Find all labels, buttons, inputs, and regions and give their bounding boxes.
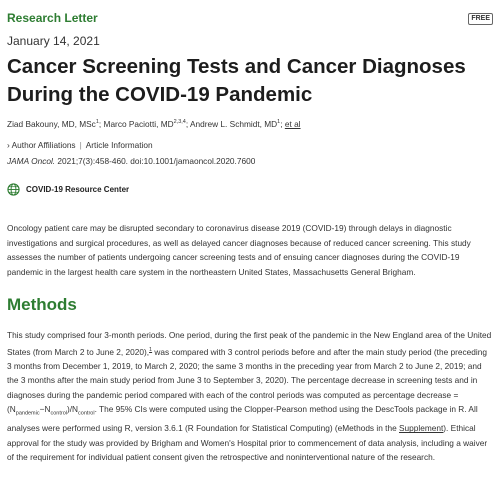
resource-center-link[interactable] [7, 183, 129, 196]
publication-date: January 14, 2021 [7, 34, 100, 48]
methods-heading: Methods [7, 295, 77, 314]
reference-link[interactable]: 1 [149, 346, 153, 353]
resource-center-label: COVID-19 Resource Center [26, 185, 130, 194]
et-al-link[interactable]: et al [284, 119, 301, 129]
globe-icon [7, 183, 20, 196]
author-link[interactable]: Ziad Bakouny, MD, MSc [7, 119, 96, 129]
affiliation-ref: 2,3,4 [173, 119, 186, 126]
methods-text: This study comprised four 3-month periods. One period, during the first peak of the pandemic in the New England area of the United States (from March 2 to June 2, 2020), [7, 330, 492, 357]
citation [7, 156, 255, 166]
author-link[interactable]: Marco Paciotti, MD [103, 119, 174, 129]
methods-text: . The 95% CIs were computed using the Clopper-Pearson method using the DescTools package in R. All analyses were performed using R, version 3.6.1 (R Foundation for Statistical Computing) (eMethods in the [7, 404, 478, 434]
subscript: control [50, 410, 67, 417]
affiliation-ref: 1 [95, 119, 99, 126]
methods-text: was compared with 3 control periods before and after the main study period (the preceding 3 months from December 1, 2019, to March 2, 2020; the same 3 months in the preceding year from March 2 to June 2, 2019; and the 3 months after the main study period from June 3 to September 3, 2020). The percentage decrease in screening tests and in diagnoses during the pandemic period compared with each of the control periods was computed as percentage decrease = (N [7, 346, 487, 415]
author-affiliations-link[interactable]: › Author Affiliations [7, 140, 76, 150]
section-label[interactable]: Research Letter [7, 11, 98, 25]
methods-text: ). Ethical approval for the study was provided by Brigham and Women's Hospital prior to commencement of data analysis, including a waiver of the requirement for individual patient consent given the retrospective and noninterventional nature of the research. [7, 423, 488, 463]
methods-paragraph [7, 328, 493, 465]
journal-name: JAMA Oncol. [7, 156, 56, 166]
citation-details: 2021;7(3):458-460. doi:10.1001/jamaoncol.2020.7600 [55, 156, 256, 166]
intro-paragraph: Oncology patient care may be disrupted secondary to coronavirus disease 2019 (COVID-19) through delays in diagnostic investigations and surgical procedures, as well as delayed cancer diagnoses because of reduced cancer screening. This study assesses the number of patients undergoing cancer screening tests and of ensuing cancer diagnoses during the COVID-19 pandemic in the largest health care system in the northeastern United States, Massachusetts General Brigham. [7, 223, 471, 277]
free-badge: FREE [468, 13, 493, 25]
link-separator: | [79, 140, 82, 150]
subscript: control [78, 410, 95, 417]
author-link[interactable]: Andrew L. Schmidt, MD [190, 119, 278, 129]
author-list: Ziad Bakouny, MD, MSc$^1$; Marco Paciotti, MD$^{2,3,4}$; Andrew L. Schmidt, $MD^1$; et al [7, 119, 301, 129]
article-title: Cancer Screening Tests and Cancer Diagnoses During the COVID-19 Pandemic [7, 55, 466, 106]
article-information-link[interactable]: Article Information [85, 140, 153, 150]
supplement-link[interactable]: Supplement [399, 423, 444, 434]
author-affiliations-label: Author Affiliations [11, 140, 76, 150]
subscript: pandemic [15, 410, 40, 417]
affiliation-ref: 1 [277, 119, 281, 126]
methods-text: −N [39, 404, 51, 415]
methods-text: )/N [66, 404, 79, 415]
article-links [7, 140, 153, 150]
